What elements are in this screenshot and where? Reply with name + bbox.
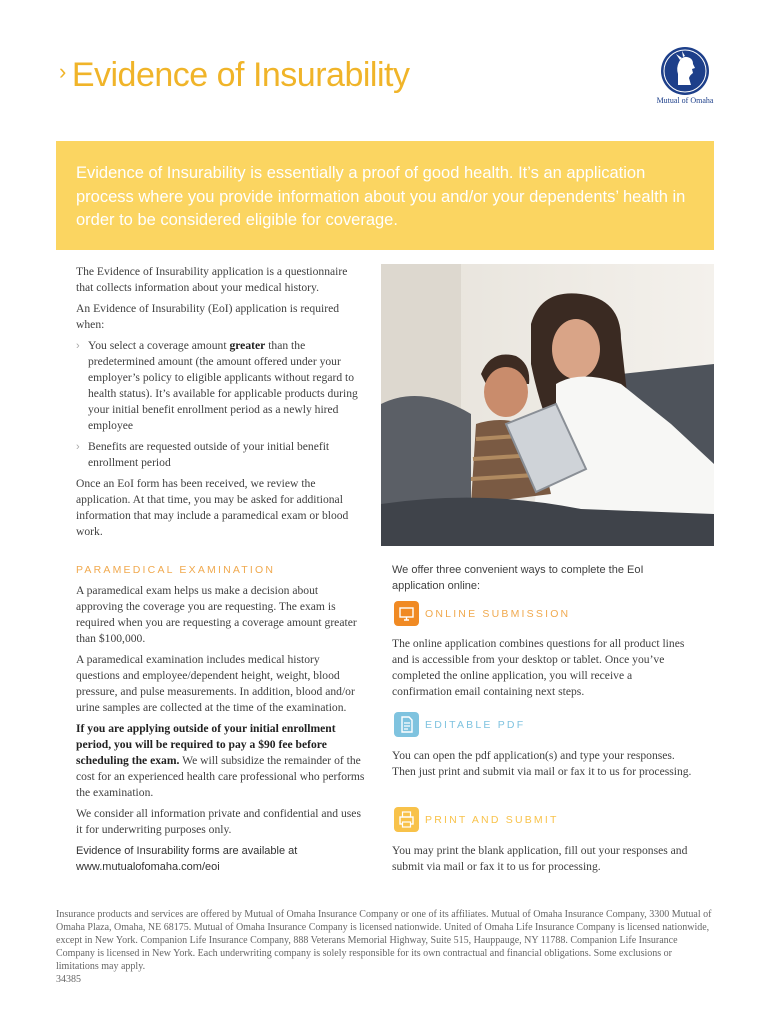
bullet-text: Benefits are requested outside of your initial benefit enrollment period xyxy=(88,440,330,469)
bullet-item xyxy=(76,338,366,434)
online-submission-heading: ONLINE SUBMISSION xyxy=(425,608,571,620)
page-title xyxy=(59,56,409,95)
paramedical-heading: PARAMEDICAL EXAMINATION xyxy=(76,564,276,576)
page-title-text: Evidence of Insurability xyxy=(71,56,410,94)
forms-availability-note xyxy=(76,843,366,875)
paramedical-paragraph-3 xyxy=(76,721,366,801)
paramedical-section xyxy=(76,562,366,875)
intro-paragraph-3: Once an EoI form has been received, we review the application. At that time, you may be asked for additional information that may include a paramedical exam or blood work. xyxy=(76,477,349,538)
bullet-text-rest: than the predetermined amount (the amount offered under your employer’s policy to eligible applicants without regard to health status). It’s available for applicable products during your initial benefit enrollment period as a newly hired employee xyxy=(88,339,358,432)
document-icon xyxy=(394,712,419,737)
print-submit-text: You may print the blank application, fill out your responses and submit via mail or fax it to us for processing. xyxy=(392,844,688,873)
intro-paragraph-2: An Evidence of Insurability (EoI) application is required when: xyxy=(76,302,340,331)
fee-notice: If you are applying outside of your initial enrollment period, you will be required to pay a $90 fee before scheduling the exam. xyxy=(76,722,336,767)
fee-notice-rest: We will subsidize the remainder of the cost for an experienced health care professional who performs the examination. xyxy=(76,754,365,799)
forms-note-text: Evidence of Insurability forms are available at xyxy=(76,845,298,857)
bullet-chevron-icon: › xyxy=(76,340,80,352)
bullet-item xyxy=(76,439,366,471)
ways-intro: We offer three convenient ways to complete the EoI application online: xyxy=(392,564,644,592)
computer-icon xyxy=(394,601,419,626)
editable-pdf-heading: EDITABLE PDF xyxy=(425,719,526,731)
bullet-bold-text: greater xyxy=(229,339,266,352)
banner-text: Evidence of Insurability is essentially a proof of good health. It’s an application process where you provide information about you and/or your dependents’ health in order to be considered eligible for coverage. xyxy=(76,164,686,229)
legal-footer xyxy=(56,908,716,986)
footer-disclaimer: Insurance products and services are offered by Mutual of Omaha Insurance Company or one of its affiliates. Mutual of Omaha Insurance Company, 3300 Mutual of Omaha Plaza, Omaha, NE 68175. Mutual of Omaha Insurance Company is licensed nationwide. United of Omaha Life Insurance Company is licensed nationwide, except in New York. Companion Life Insurance Company, 888 Veterans Memorial Highway, Suite 515, Hauppauge, NY 11788. Companion Life Insurance Company is licensed in New York. Each underwriting company is solely responsible for its own contractual and financial obligations. Some exclusions or limitations may apply. xyxy=(56,909,712,972)
bullet-text: You select a coverage amount xyxy=(88,339,230,352)
online-submission-text: The online application combines questions for all product lines and is accessible from your desktop or tablet. Once you’ve completed the online application, you will receive a confirmation email containing next steps. xyxy=(392,637,685,698)
eoi-url-link[interactable]: www.mutualofomaha.com/eoi xyxy=(76,861,220,873)
paramedical-paragraph-1: A paramedical exam helps us make a decision about approving the coverage you are requesting. The exam is required when you are requesting a coverage amount greater than $100,000. xyxy=(76,584,357,645)
bullet-chevron-icon: › xyxy=(76,441,80,453)
print-submit-heading: PRINT AND SUBMIT xyxy=(425,814,559,826)
intro-section xyxy=(76,264,366,540)
logo-text: Mutual of Omaha xyxy=(656,96,714,105)
title-chevron: › xyxy=(59,59,66,84)
mother-child-tablet-photo xyxy=(381,264,714,546)
paramedical-paragraph-2: A paramedical examination includes medical history questions and employee/dependent height, weight, blood pressure, and pulse measurements. In addition, blood and/or urine samples are collected at the time of the examination. xyxy=(76,653,355,714)
printer-icon xyxy=(394,807,419,832)
editable-pdf-text: You can open the pdf application(s) and type your responses. Then just print and submit via mail or fax it to us for processing. xyxy=(392,749,692,778)
form-code: 34385 xyxy=(56,974,81,985)
intro-paragraph-1: The Evidence of Insurability application is a questionnaire that collects information about your medical history. xyxy=(76,265,348,294)
paramedical-paragraph-4: We consider all information private and confidential and uses it for underwriting purposes only. xyxy=(76,807,361,836)
